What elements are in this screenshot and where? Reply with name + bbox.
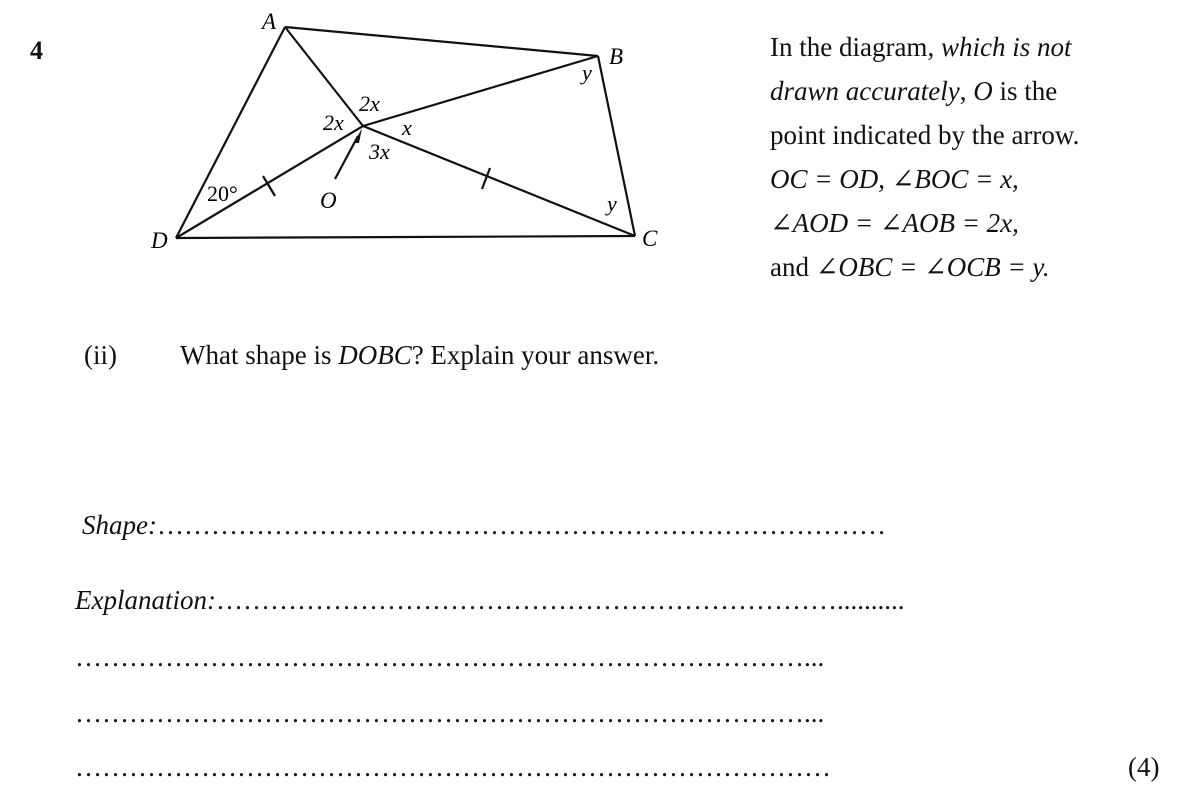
answer-line-2[interactable]: ………………………………………………………………………... [75, 698, 825, 728]
vertex-label-a: A [262, 9, 277, 34]
geometry-diagram [0, 0, 700, 290]
question-statement [770, 25, 1079, 289]
angle-label-boc: x [402, 115, 412, 140]
answer-line-1[interactable]: ………………………………………………………………………... [75, 642, 825, 672]
shape-label: Shape: [82, 510, 157, 540]
vertex-label-b: B [609, 44, 624, 69]
vertex-label-c: C [642, 226, 658, 251]
shape-answer-line[interactable] [82, 510, 886, 541]
statement-line-4: OC = OD, ∠BOC = x, [770, 164, 1019, 194]
statement-line-2: drawn accurately, O is the [770, 76, 1058, 106]
tick-mark-oc [482, 168, 490, 189]
explanation-answer-line[interactable] [75, 585, 904, 616]
statement-line-1: In the diagram, which is not [770, 32, 1072, 62]
statement-line-3: point indicated by the arrow. [770, 120, 1080, 150]
angle-label-ocb: y [607, 191, 617, 216]
vertex-label-d: D [151, 228, 168, 253]
question-number: 4 [30, 36, 43, 65]
angle-label-odc: 20° [207, 181, 238, 206]
statement-line-5: ∠AOD = ∠AOB = 2x, [770, 208, 1019, 238]
angle-label-aod: 2x [323, 110, 344, 135]
part-label: (ii) [84, 340, 117, 370]
marks-label: (4) [1128, 752, 1160, 782]
explanation-dots: …………………………………………………………….......... [215, 585, 905, 615]
shape-dots: ……………………………………………………………………… [156, 510, 886, 540]
point-label-o: O [320, 188, 337, 213]
segment-oc [363, 126, 635, 236]
angle-label-aob: 2x [359, 91, 380, 116]
edge-ab [285, 27, 598, 56]
explanation-label: Explanation: [75, 585, 216, 615]
segment-ob [363, 56, 598, 126]
part-question: What shape is DOBC? Explain your answer. [180, 340, 660, 370]
angle-label-obc: y [582, 60, 592, 85]
answer-line-3[interactable]: ………………………………………………………………………… [75, 752, 831, 782]
angle-label-doc: 3x [369, 139, 390, 164]
edge-cd [176, 236, 635, 238]
statement-line-6: and ∠OBC = ∠OCB = y. [770, 252, 1050, 282]
